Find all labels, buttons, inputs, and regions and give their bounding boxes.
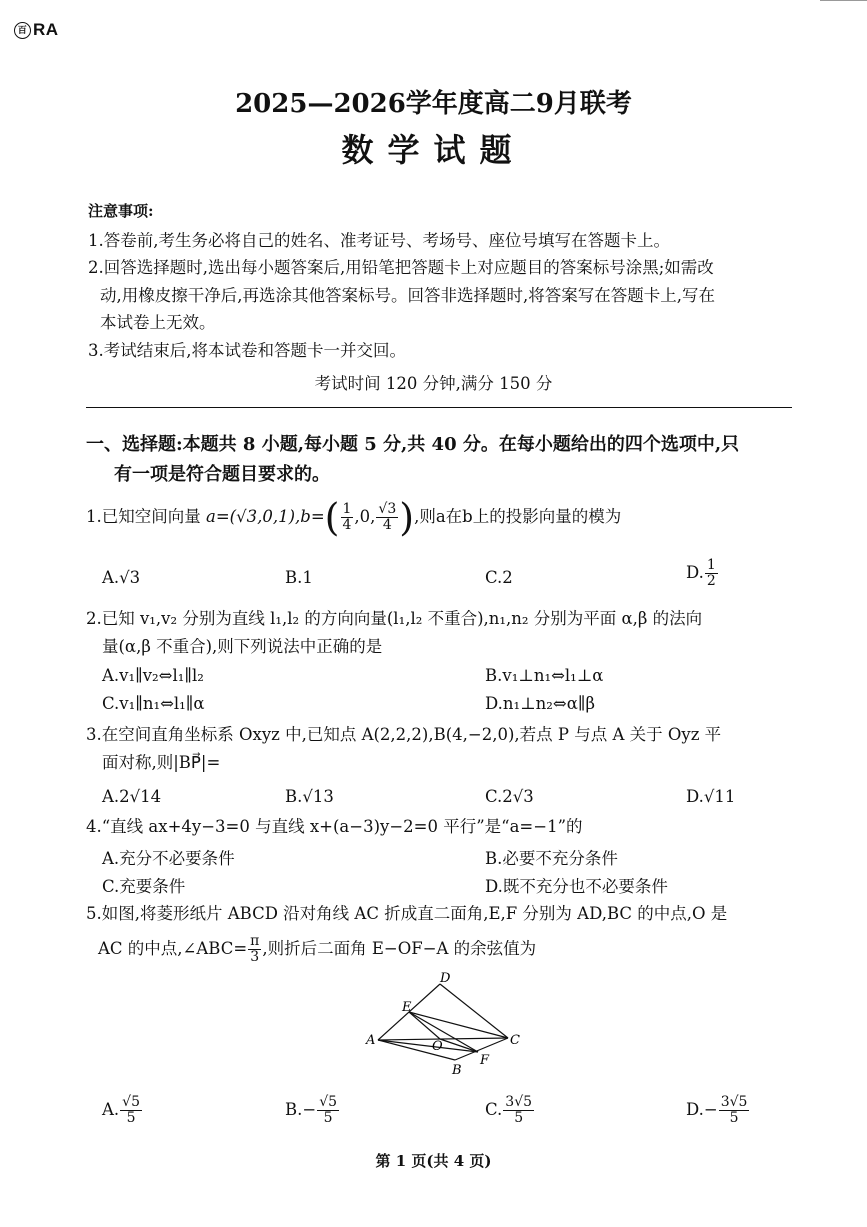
fig-label-a: A [366, 1033, 376, 1048]
q4-option-b: B.必要不充分条件 [485, 849, 618, 868]
fig-label-f: F [480, 1053, 490, 1068]
q2-option-a: A.v₁∥v₂⇔l₁∥l₂ [102, 666, 204, 685]
q3-option-b: B.√13 [285, 787, 334, 806]
question-5-line2: AC 的中点,∠ABC= $\frac{\pi}{3}$ ,则折后二面角 E−OF−A 的余弦值为 [98, 933, 537, 965]
logo-text: RA [33, 20, 59, 39]
q1-option-b: B.1 [285, 568, 313, 587]
exam-time: 考试时间 120 分钟,满分 150 分 [314, 374, 553, 393]
q4-option-d: D.既不充分也不必要条件 [485, 877, 668, 896]
question-2-line: 量(α,β 不重合),则下列说法中正确的是 [102, 637, 383, 656]
note-item: 3.考试结束后,将本试卷和答题卡一并交回。 [88, 341, 406, 360]
folded-rhombus-figure [360, 972, 530, 1082]
divider [86, 407, 792, 408]
notes-heading: 注意事项: [88, 202, 154, 220]
q1-option-d: D. $\frac{1}{2}$ [686, 557, 716, 589]
fig-label-o: O [432, 1039, 443, 1054]
q3-option-c: C.2√3 [485, 787, 534, 806]
question-1: 1.已知空间向量 a=(√3,0,1),b=( $\frac{1}{4}$ ,0, $\frac{√3}{4}$ ),则a在b上的投影向量的模为 [86, 495, 622, 540]
section-heading [86, 430, 806, 490]
q4-option-c: C.充要条件 [102, 877, 186, 896]
fig-label-d: D [440, 972, 451, 986]
q1-frac: $\frac{√3}{4}$ [378, 501, 397, 533]
question-2-line: 2.已知 v₁,v₂ 分别为直线 l₁,l₂ 的方向向量(l₁,l₂ 不重合),n₁,n₂ 分别为平面 α,β 的法向 [86, 609, 703, 628]
q5-option-c: C. $\frac{3√5}{5}$ [485, 1094, 533, 1126]
q5-option-a: A. $\frac{√5}{5}$ [102, 1094, 140, 1126]
fig-label-e: E [402, 1000, 412, 1015]
logo-badge: 百 [14, 22, 31, 39]
note-item: 2.回答选择题时,选出每小题答案后,用铅笔把答题卡上对应题目的答案标号涂黑;如需改 [88, 258, 714, 277]
q2-option-b: B.v₁⊥n₁⇔l₁⊥α [485, 666, 604, 685]
question-5-line: 5.如图,将菱形纸片 ABCD 沿对角线 AC 折成直二面角,E,F 分别为 AD,BC 的中点,O 是 [86, 904, 728, 923]
q1-frac: $\frac{1}{4}$ [342, 501, 352, 533]
question-3-line: 面对称,则|BP⃗|= [102, 753, 221, 772]
section-line: 一、选择题:本题共 8 小题,每小题 5 分,共 40 分。在每小题给出的四个选项中,只 [86, 434, 740, 455]
fig-label-b: B [452, 1063, 462, 1078]
exam-subject: 数学试题 [341, 131, 526, 169]
q1-vector-b: b= [300, 507, 325, 526]
q4-option-a: A.充分不必要条件 [102, 849, 235, 868]
note-item: 动,用橡皮擦干净后,再选涂其他答案标号。回答非选择题时,将答案写在答题卡上,写在 [100, 286, 715, 305]
question-4-line: 4.“直线 ax+4y−3=0 与直线 x+(a−3)y−2=0 平行”是“a=−1”的 [86, 817, 583, 836]
corner-line [820, 0, 867, 1]
q2-option-d: D.n₁⊥n₂⇔α∥β [485, 694, 596, 713]
fig-label-c: C [510, 1033, 520, 1048]
q1-option-a: A.√3 [102, 568, 141, 587]
q5-option-b: B.− $\frac{√5}{5}$ [285, 1094, 338, 1126]
q1-suffix: ,则a在b上的投影向量的模为 [414, 507, 622, 526]
page-footer: 第 1 页(共 4 页) [375, 1152, 492, 1170]
exam-title: 2025—2026学年度高二9月联考 [235, 89, 632, 119]
section-line: 有一项是符合题目要求的。 [114, 464, 330, 485]
note-item: 本试卷上无效。 [100, 313, 216, 332]
note-item: 1.答卷前,考生务必将自己的姓名、准考证号、考场号、座位号填写在答题卡上。 [88, 231, 670, 250]
logo [14, 20, 59, 40]
q1-vector-a: a=(√3,0,1), [206, 507, 301, 526]
q2-option-c: C.v₁∥n₁⇔l₁∥α [102, 694, 205, 713]
q1-prefix: 1.已知空间向量 [86, 507, 206, 526]
q3-option-d: D.√11 [686, 787, 736, 806]
question-3-line: 3.在空间直角坐标系 Oxyz 中,已知点 A(2,2,2),B(4,−2,0),若点 P 与点 A 关于 Oyz 平 [86, 725, 722, 744]
q5-option-d: D.− $\frac{3√5}{5}$ [686, 1094, 748, 1126]
q1-option-c: C.2 [485, 568, 513, 587]
q3-option-a: A.2√14 [102, 787, 162, 806]
q1-mid: ,0, [354, 507, 376, 526]
